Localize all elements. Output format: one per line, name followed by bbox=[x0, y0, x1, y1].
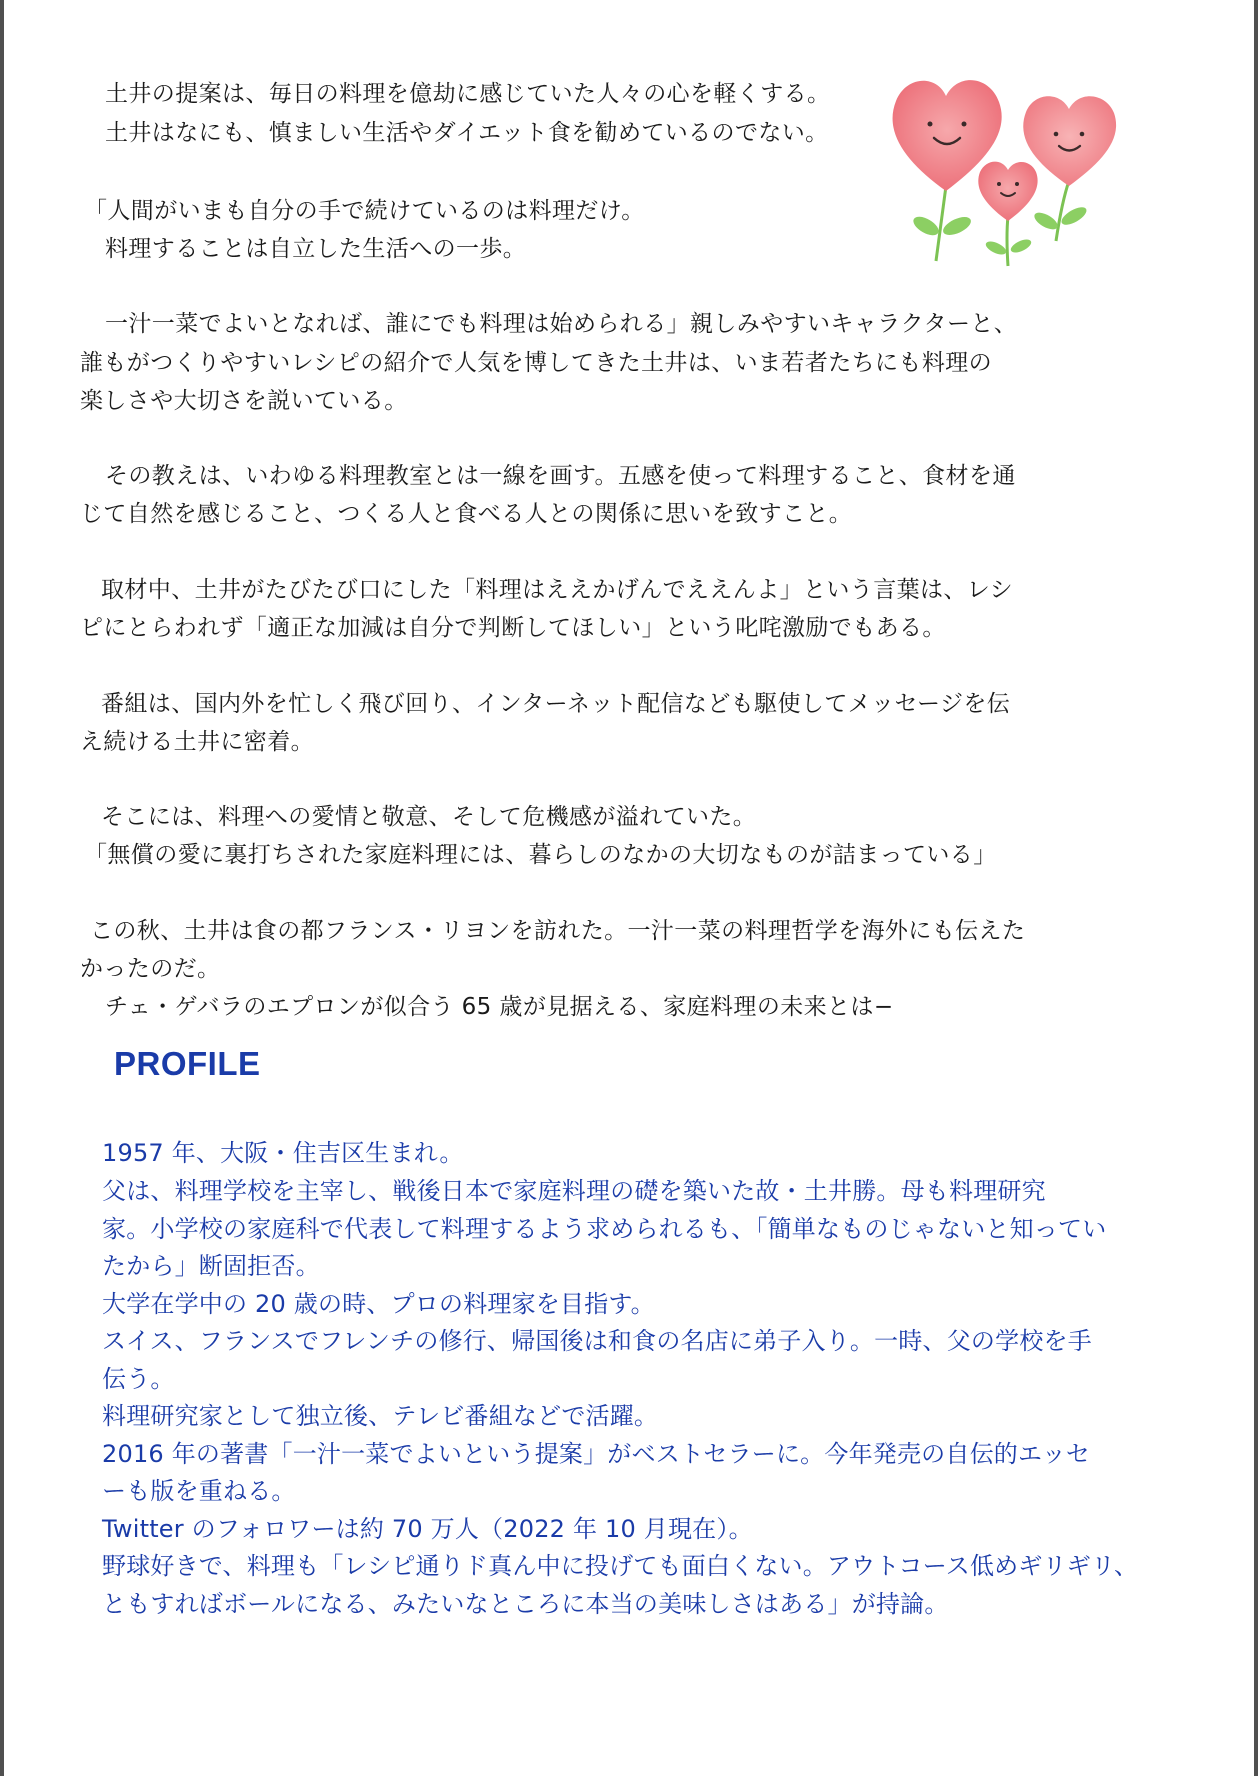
profile-line: 伝う。 bbox=[102, 1365, 175, 1393]
body-line: ピにとらわれず「適正な加減は自分で判断してほしい」という叱咤激励でもある。 bbox=[80, 615, 946, 641]
document-page bbox=[4, 0, 1254, 1776]
profile-line: 1957 年、大阪・住吉区生まれ。 bbox=[102, 1139, 464, 1167]
profile-line: 父は、料理学校を主宰し、戦後日本で家庭料理の礎を築いた故・土井勝。母も料理研究 bbox=[102, 1177, 1046, 1205]
body-line: 楽しさや大切さを説いている。 bbox=[80, 388, 408, 414]
body-line: じて自然を感じること、つくる人と食べる人との関係に思いを致すこと。 bbox=[80, 501, 853, 527]
body-line: 番組は、国内外を忙しく飛び回り、インターネット配信なども駆使してメッセージを伝 bbox=[101, 691, 1011, 717]
page-frame-right bbox=[1254, 0, 1258, 1776]
body-line: 土井の提案は、毎日の料理を億劫に感じていた人々の心を軽くする。 bbox=[105, 81, 831, 107]
profile-line: 2016 年の著書「一汁一菜でよいという提案」がベストセラーに。今年発売の自伝的エッセ bbox=[102, 1440, 1091, 1468]
body-line: 料理することは自立した生活への一歩。 bbox=[105, 236, 527, 262]
body-line: 取材中、土井がたびたび口にした「料理はええかげんでええんよ」という言葉は、レシ bbox=[101, 577, 1014, 603]
body-line: 誰もがつくりやすいレシピの紹介で人気を博してきた土井は、いま若者たちにも料理の bbox=[80, 350, 993, 376]
profile-line: 家。小学校の家庭科で代表して料理するよう求められるも、「簡単なものじゃないと知ってい bbox=[102, 1215, 1107, 1243]
body-line: かったのだ。 bbox=[80, 956, 221, 982]
body-line: え続ける土井に密着。 bbox=[80, 729, 314, 755]
body-line: チェ・ゲバラのエプロンが似合う 65 歳が見据える、家庭料理の未来とは− bbox=[105, 994, 894, 1020]
profile-line: たから」断固拒否。 bbox=[102, 1252, 320, 1280]
profile-line: 料理研究家として独立後、テレビ番組などで活躍。 bbox=[102, 1402, 659, 1430]
profile-line: 野球好きで、料理も「レシピ通りド真ん中に投げても面白くない。アウトコース低めギリギリ、 bbox=[102, 1552, 1139, 1580]
profile-line: ーも版を重ねる。 bbox=[102, 1477, 296, 1505]
profile-line: スイス、フランスでフレンチの修行、帰国後は和食の名店に弟子入り。一時、父の学校を手 bbox=[102, 1327, 1092, 1355]
profile-line: Twitter のフォロワーは約 70 万人（2022 年 10 月現在）。 bbox=[102, 1515, 753, 1543]
profile-line: ともすればボールになる、みたいなところに本当の美味しさはある」が持論。 bbox=[102, 1590, 949, 1618]
body-line: 土井はなにも、慎ましい生活やダイエット食を勧めているのでない。 bbox=[105, 120, 829, 146]
body-line: 「人間がいまも自分の手で続けているのは料理だけ。 bbox=[84, 198, 645, 224]
smiling-hearts-flowers-icon bbox=[884, 66, 1144, 276]
profile-heading: PROFILE bbox=[114, 1045, 261, 1082]
body-line: そこには、料理への愛情と敬意、そして危機感が溢れていた。 bbox=[101, 804, 757, 830]
body-line: その教えは、いわゆる料理教室とは一線を画す。五感を使って料理すること、食材を通 bbox=[105, 463, 1016, 489]
body-line: 「無償の愛に裏打ちされた家庭料理には、暮らしのなかの大切なものが詰まっている」 bbox=[84, 842, 997, 868]
body-line: 一汁一菜でよいとなれば、誰にでも料理は始められる」親しみやすいキャラクターと、 bbox=[105, 311, 1018, 337]
body-line: この秋、土井は食の都フランス・リヨンを訪れた。一汁一菜の料理哲学を海外にも伝えた bbox=[90, 918, 1026, 944]
profile-line: 大学在学中の 20 歳の時、プロの料理家を目指す。 bbox=[102, 1290, 655, 1318]
